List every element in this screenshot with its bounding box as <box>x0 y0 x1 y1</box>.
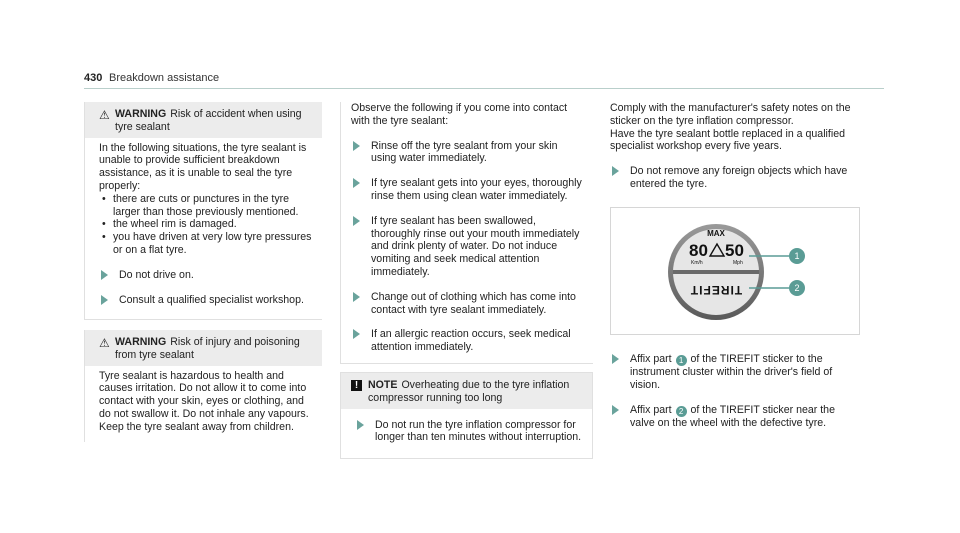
arrow-right-icon <box>101 295 108 305</box>
affix-instructions <box>610 353 860 429</box>
safety-notes <box>610 102 860 191</box>
note-box-compressor <box>340 372 593 459</box>
tirefit-sticker-figure <box>610 207 860 335</box>
action-step: Affix part 1 of the TIREFIT sticker to the instrument cluster within the driver's field of vision. <box>610 353 860 392</box>
arrow-right-icon <box>353 178 360 188</box>
action-step: Affix part 2 of the TIREFIT sticker near the valve on the wheel with the defective tyre. <box>610 404 860 430</box>
list-item: • you have driven at very low tyre pressures or on a flat tyre. <box>99 231 312 257</box>
paragraph: Have the tyre sealant bottle replaced in a qualified specialist workshop every five years. <box>610 127 845 153</box>
first-aid-section <box>340 102 593 364</box>
action-step: If an allergic reaction occurs, seek medical attention immediately. <box>351 328 585 354</box>
part-number-badge: 1 <box>676 355 687 366</box>
warning-header <box>85 102 322 138</box>
sticker-speed-kmh: 80 <box>689 241 708 260</box>
arrow-right-icon <box>353 216 360 226</box>
arrow-right-icon <box>357 420 364 430</box>
sticker-unit-kmh: Km/h <box>691 260 703 266</box>
action-step: Do not remove any foreign objects which have entered the tyre. <box>610 165 860 191</box>
note-exclamation-icon: ! <box>351 380 362 391</box>
warning-triangle-icon: ⚠ <box>99 336 110 350</box>
first-aid-intro: Observe the following if you come into contact with the tyre sealant: <box>351 102 568 127</box>
warning-title: Risk of injury and poisoning from tyre sealant <box>115 336 300 361</box>
warning-keyword: WARNING <box>115 336 167 348</box>
arrow-right-icon <box>353 329 360 339</box>
page-number: 430 <box>84 72 103 84</box>
warning-box-poisoning <box>84 330 322 442</box>
note-keyword: NOTE <box>368 379 398 391</box>
warning-intro: In the following situations, the tyre sealant is unable to provide sufficient breakdown assistance, as it is unable to seal the tyre properly: <box>99 141 307 192</box>
sticker-brand-label: TIREFIT <box>689 283 743 297</box>
warning-triangle-icon: ⚠ <box>99 108 110 122</box>
warning-box-accident <box>84 102 322 320</box>
arrow-right-icon <box>353 292 360 302</box>
sticker-max-label: MAX <box>707 229 725 238</box>
callout-number-2: 2 <box>794 283 800 293</box>
note-title: Overheating due to the tyre inflation compressor running too long <box>368 379 570 404</box>
section-title: Breakdown assistance <box>109 72 220 84</box>
warning-title: Risk of accident when using tyre sealant <box>115 108 302 133</box>
arrow-right-icon <box>612 405 619 415</box>
action-step: Consult a qualified specialist workshop. <box>99 294 312 307</box>
action-step: Do not drive on. <box>99 269 312 282</box>
action-step: Rinse off the tyre sealant from your skin using water immediately. <box>351 140 585 166</box>
callout-number-1: 1 <box>794 251 800 261</box>
warning-bullet-list <box>99 193 312 257</box>
note-header <box>341 373 592 409</box>
action-step: Do not run the tyre inflation compressor for longer than ten minutes without interruption. <box>355 419 582 445</box>
warning-keyword: WARNING <box>115 108 167 120</box>
header-rule <box>84 88 884 89</box>
list-item: • the wheel rim is damaged. <box>99 218 312 231</box>
sticker-divider <box>673 270 759 274</box>
sticker-unit-mph: Mph <box>733 260 743 266</box>
warning-header <box>85 330 322 366</box>
sticker-speed-mph: 50 <box>725 241 744 260</box>
arrow-right-icon <box>612 166 619 176</box>
action-step: If tyre sealant gets into your eyes, thoroughly rinse them using clean water immediately. <box>351 177 585 203</box>
action-step: If tyre sealant has been swallowed, thoroughly rinse out your mouth immediately and drink plenty of water. Do not induce vomiting and seek medical attention immediately. <box>351 215 585 279</box>
arrow-right-icon <box>353 141 360 151</box>
action-step: Change out of clothing which has come into contact with tyre sealant immediately. <box>351 291 585 317</box>
warning-body: Tyre sealant is hazardous to health and causes irritation. Do not allow it to come into contact with your skin, eyes or clothing, and do not swallow it. Do not inhale any vapours. Keep the tyre sealant away from children. <box>99 369 309 433</box>
tirefit-sticker-illustration <box>611 208 859 334</box>
arrow-right-icon <box>612 354 619 364</box>
arrow-right-icon <box>101 270 108 280</box>
paragraph: Comply with the manufacturer's safety notes on the sticker on the tyre inflation compressor. <box>610 102 851 127</box>
part-number-badge: 2 <box>676 406 687 417</box>
list-item: • there are cuts or punctures in the tyre larger than those previously mentioned. <box>99 193 312 219</box>
